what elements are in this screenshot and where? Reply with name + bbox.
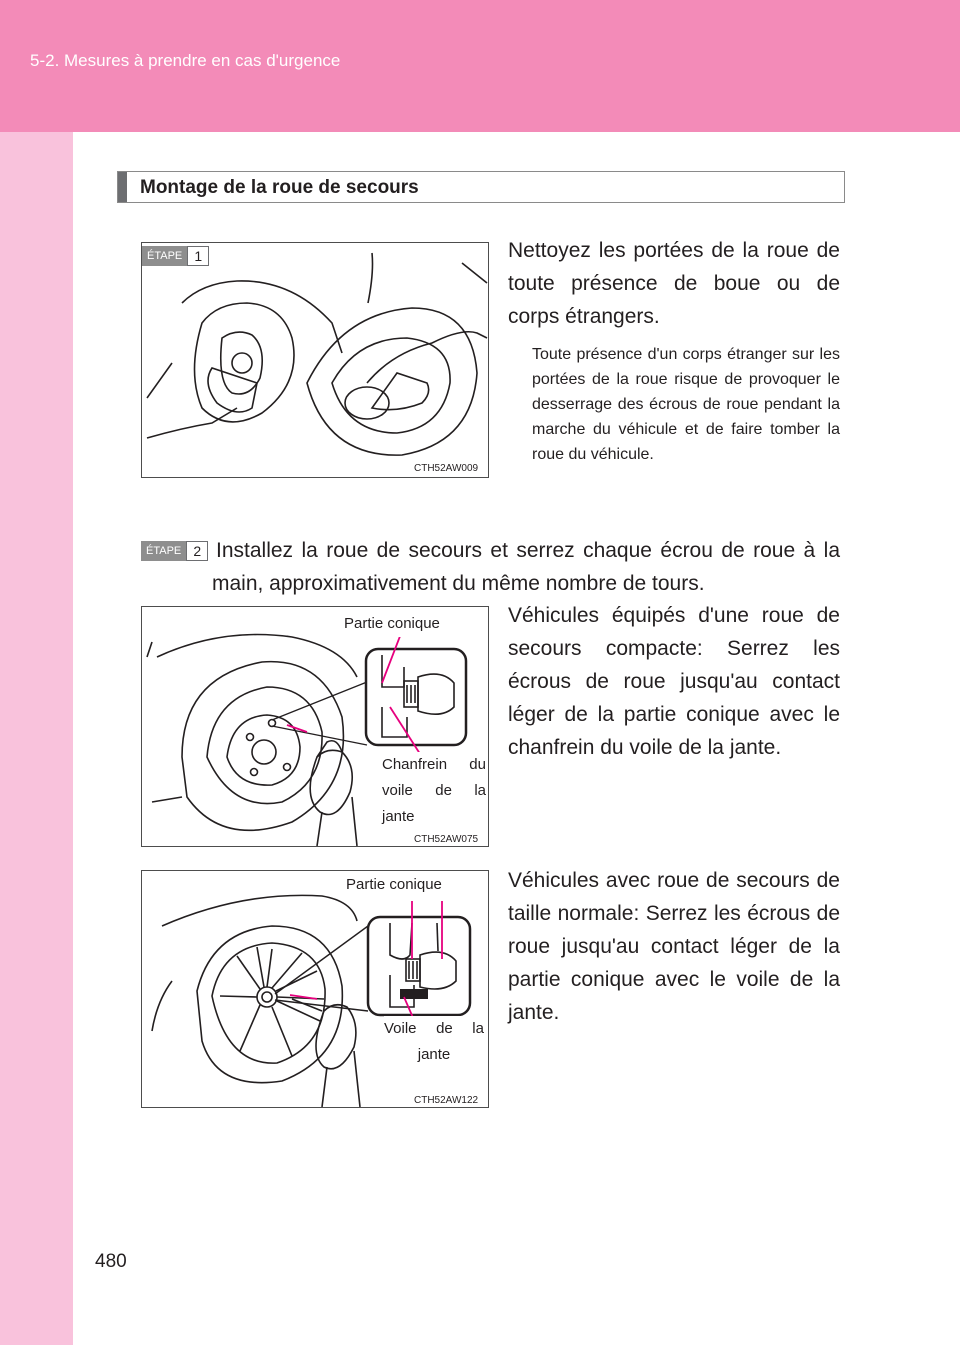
step1-note: Toute présence d'un corps étranger sur les portées de la roue risque de provoquer le desserrage des écrous de roue pendant la marche du véhicule et de faire tomber la roue du véhicule. (532, 346, 840, 463)
step-label: ÉTAPE (141, 541, 186, 561)
figure-code-1: CTH52AW009 (414, 463, 479, 474)
step2-text: Installez la roue de secours et serrez chaque écrou de roue à la main, approximativement du même nombre de tours. (212, 539, 840, 595)
label-taper-compact: Partie conique (344, 611, 440, 637)
figure-code-3: CTH52AW122 (414, 1095, 479, 1106)
side-band (0, 132, 73, 1345)
clean-hub-illustration (142, 243, 488, 477)
label-chamfer: Chanfrein du voile de la jante (382, 752, 486, 830)
label-taper-fullsize: Partie conique (346, 872, 442, 898)
section-breadcrumb: 5-2. Mesures à prendre en cas d'urgence (30, 51, 341, 70)
step-number: 1 (187, 246, 209, 266)
label-disc: Voile de la jante (384, 1016, 484, 1068)
title-bar-accent (118, 172, 127, 202)
step-badge-1 (142, 246, 209, 266)
page-number: 480 (95, 1251, 127, 1272)
step-number: 2 (186, 541, 208, 561)
fullsize-spare-illustration (142, 871, 488, 1107)
section-title-box (117, 171, 845, 203)
figure-fullsize-spare (141, 870, 489, 1108)
step-badge-2 (141, 541, 208, 561)
section-title: Montage de la roue de secours (140, 177, 419, 198)
figure-compact-spare (141, 606, 489, 847)
figure-clean-hub (141, 242, 489, 478)
compact-text: Véhicules équipés d'une roue de secours compacte: Serrez les écrous de roue jusqu'au contact léger de la partie conique avec le chanfrein du voile de la jante. (508, 604, 840, 759)
step-label: ÉTAPE (142, 246, 187, 266)
step1-text: Nettoyez les portées de la roue de toute présence de boue ou de corps étrangers. (508, 239, 840, 328)
fullsize-text: Véhicules avec roue de secours de taille normale: Serrez les écrous de roue jusqu'au contact léger de la partie conique avec le voile de la jante. (508, 869, 840, 1024)
figure-code-2: CTH52AW075 (414, 834, 479, 845)
